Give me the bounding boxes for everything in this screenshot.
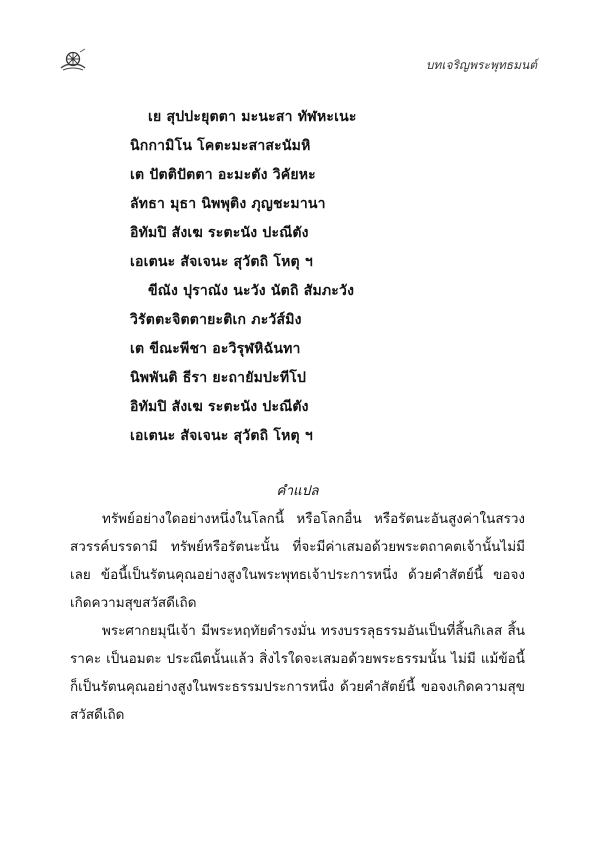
verse-line: เอเตนะ สัจเจนะ สุวัตถิ โหตุ ฯ xyxy=(130,428,313,444)
verse-line: เต ปัตติปัตตา อะมะตัง วิคัยหะ xyxy=(130,167,316,183)
verse-line: ขีณัง ปุราณัง นะวัง นัตถิ สัมภะวัง xyxy=(148,283,355,299)
verse-line: นิพพันติ ธีรา ยะถายัมปะทีโป xyxy=(130,370,307,386)
translation-heading: คำแปล xyxy=(276,483,319,499)
verse-line: อิทัมปิ สังเฆ ระตะนัง ปะณีตัง xyxy=(130,399,309,415)
verse-line: เต ขีณะพีชา อะวิรุฬหิฉันทา xyxy=(130,341,301,357)
verse-line: วิรัตตะจิตตายะติเก ภะวัส์มิง xyxy=(130,312,302,328)
dharma-wheel-emblem-icon xyxy=(58,48,88,74)
translation-paragraph: พระศากยมุนีเจ้า มีพระหฤทัยดำรงมั่น ทรงบรรลุธรรมอันเป็นที่สิ้นกิเลส สิ้นราคะ เป็นอมตะ ประณีตนั้นแล้ว สิ่งไรใดจะเสมอด้วยพระธรรมนั้น ไม่มี แม้ข้อนี้ก็เป็นรัตนคุณอย่างสูงในพระธรรมประการหนึ่ง ด้วยคำสัตย์นี้ ขอจงเกิดความสุขสวัสดีเถิด xyxy=(70,623,525,723)
running-header-title: บทเจริญพระพุทธมนต์ xyxy=(425,58,537,72)
verse-line: เย สุปปะยุตตา มะนะสา ทัฬหะเนะ xyxy=(148,109,357,125)
verse-line: อิทัมปิ สังเฆ ระตะนัง ปะณีตัง xyxy=(130,225,309,241)
verse-line: เอเตนะ สัจเจนะ สุวัตถิ โหตุ ฯ xyxy=(130,254,313,270)
verse-line: นิกกามิโน โคตะมะสาสะนัมหิ xyxy=(130,138,311,154)
verse-line: ลัทธา มุธา นิพพุติง ภุญชะมานา xyxy=(130,196,326,212)
translation-paragraph: ทรัพย์อย่างใดอย่างหนึ่งในโลกนี้ หรือโลกอื่น หรือรัตนะอันสูงค่าในสรวงสวรรค์บรรดามี ทรัพย์หรือรัตนะนั้น ที่จะมีค่าเสมอด้วยพระตถาคตเจ้านั้นไม่มีเลย ข้อนี้เป็นรัตนคุณอย่างสูงในพระพุทธเจ้าประการหนึ่ง ด้วยคำสัตย์นี้ ขอจงเกิดความสุขสวัสดีเถิด xyxy=(70,511,525,611)
